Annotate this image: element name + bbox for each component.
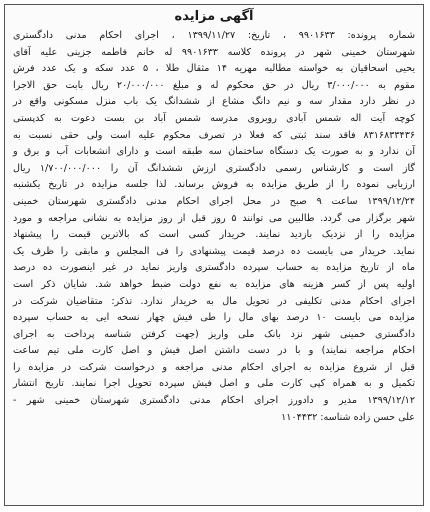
notice-line: علی حسن زاده شناسه: ۱۱۰۴۴۳۲ bbox=[281, 411, 415, 423]
notice-line: نماید. خریدار می بایست ده درصد قیمت پیشنهادی را فی المجلس و مابقی را ظرف یک bbox=[13, 245, 415, 257]
notice-line: احکام مراجعه نمایند) و با در دست داشتن اصل فیش و اصل کارت ملی تیم ساعت bbox=[13, 345, 415, 357]
notice-line: گاز است و کارشناس رسمی دادگستری ارزش ششدانگ آن را ۱/۷۰۰/۰۰۰/۰۰۰ ریال bbox=[13, 162, 415, 174]
notice-line: یحیی اسحاقیان به خواسته مطالبه مهریه ۱۴ مثقال طلا ، ۵ عدد سکه و یک عدد فرش bbox=[13, 63, 416, 75]
notice-line: دادگستری خمینی شهر نزد بانک ملی واریز (جهت کرفتن شناسه پرداخت به اجرای bbox=[13, 328, 415, 340]
notice-line: کوچه آیت اله شمس آبادی روبروی مدرسه شمس آباد بن بست دعوت به کدپستی bbox=[13, 112, 415, 124]
notice-line: شهرستان خمینی شهر در پرونده کلاسه ۹۹۰۱۶۳۳ له خانم فاطمه جزینی علیه آقای bbox=[13, 46, 416, 58]
notice-line: آن ندارد و به صورت یک دستگاه ساختمان سه طبقه است و دارای انشعابات آب و برق و bbox=[13, 146, 415, 158]
notice-line: مزایده را از نزدیک بازدید نمایند. خریدار کسی است که بالاترین قیمت را پیشنهاد bbox=[13, 229, 415, 241]
notice-line: ۸۳۱۶۸۳۳۴۳۶ فاقد سند ثبتی که فعلا در تصرف محکوم علیه است ولی حقی نسبت به bbox=[13, 129, 415, 141]
notice-line: ۱۳۹۹/۱۲/۲۴ ساعت ۹ صبح در محل اجرای احکام مدنی دادگستری شهرستان خمینی bbox=[13, 195, 415, 207]
notice-line: ارزیابی نموده را از طریق مزایده به فروش برساند. لذا جلسه مزایده در تاریخ یکشنبه bbox=[13, 179, 415, 191]
notice-line: ماه از تاریخ مزایده به حساب سپرده دادگستری واریز نماید در غیر اینصورت ده درصد bbox=[13, 262, 415, 274]
notice-line: شماره پرونده: ۹۹۰۱۶۳۳ ، تاریخ: ۱۳۹۹/۱۱/۲۷ ، اجرای احکام مدنی دادگستری bbox=[13, 30, 416, 41]
notice-line: قبل از شروع مزایده به اجرای احکام مدنی مراجعه و درخواست شرکت در مزایده را bbox=[13, 361, 415, 373]
notice-line: در نظر دارد مقدار سه و نیم دانگ مشاع از ششدانگ یک باب منزل مسکونی واقع در bbox=[13, 96, 415, 108]
notice-line: شهر برگزار می گردد. طالبین می توانند ۵ روز قبل از روز مزایده به نشانی مراجعه و مورد bbox=[13, 212, 415, 224]
notice-line: اجرای احکام مدنی تکلیفی در تحویل مال به خریدار ندارد. تذکر: متقاضیان شرکت در bbox=[13, 295, 415, 307]
notice-title: آگهی مزایده bbox=[174, 9, 254, 24]
notice-line: ۱۳۹۹/۱۲/۱۲ مدیر و دادورز اجرای احکام مدنی دادگستری شهرستان خمینی شهر - bbox=[13, 395, 415, 407]
notice-line: مزایده می بایست ۱۰ درصد بهای مال را طی فیش چهار نسخه ایی به حساب سپرده bbox=[13, 312, 415, 324]
notice-line: اولیه پس از کسر هزینه های مزایده به نفع دولت ضبط خواهد شد. شایان ذکر است bbox=[13, 278, 415, 290]
notice-body bbox=[13, 28, 415, 426]
auction-notice bbox=[4, 4, 424, 506]
notice-line: مقوم به ۳/۰۰۰/۰۰۰ ریال در حق محکوم له و مبلغ ۲۰/۰۰۰/۰۰۰ ریال بابت حق الاجرا bbox=[13, 79, 415, 91]
notice-line: تکمیل و به همراه کپی کارت ملی و اصل فیش سپرده تحویل اجرا نمایند. تاریخ انتشار bbox=[13, 378, 415, 390]
